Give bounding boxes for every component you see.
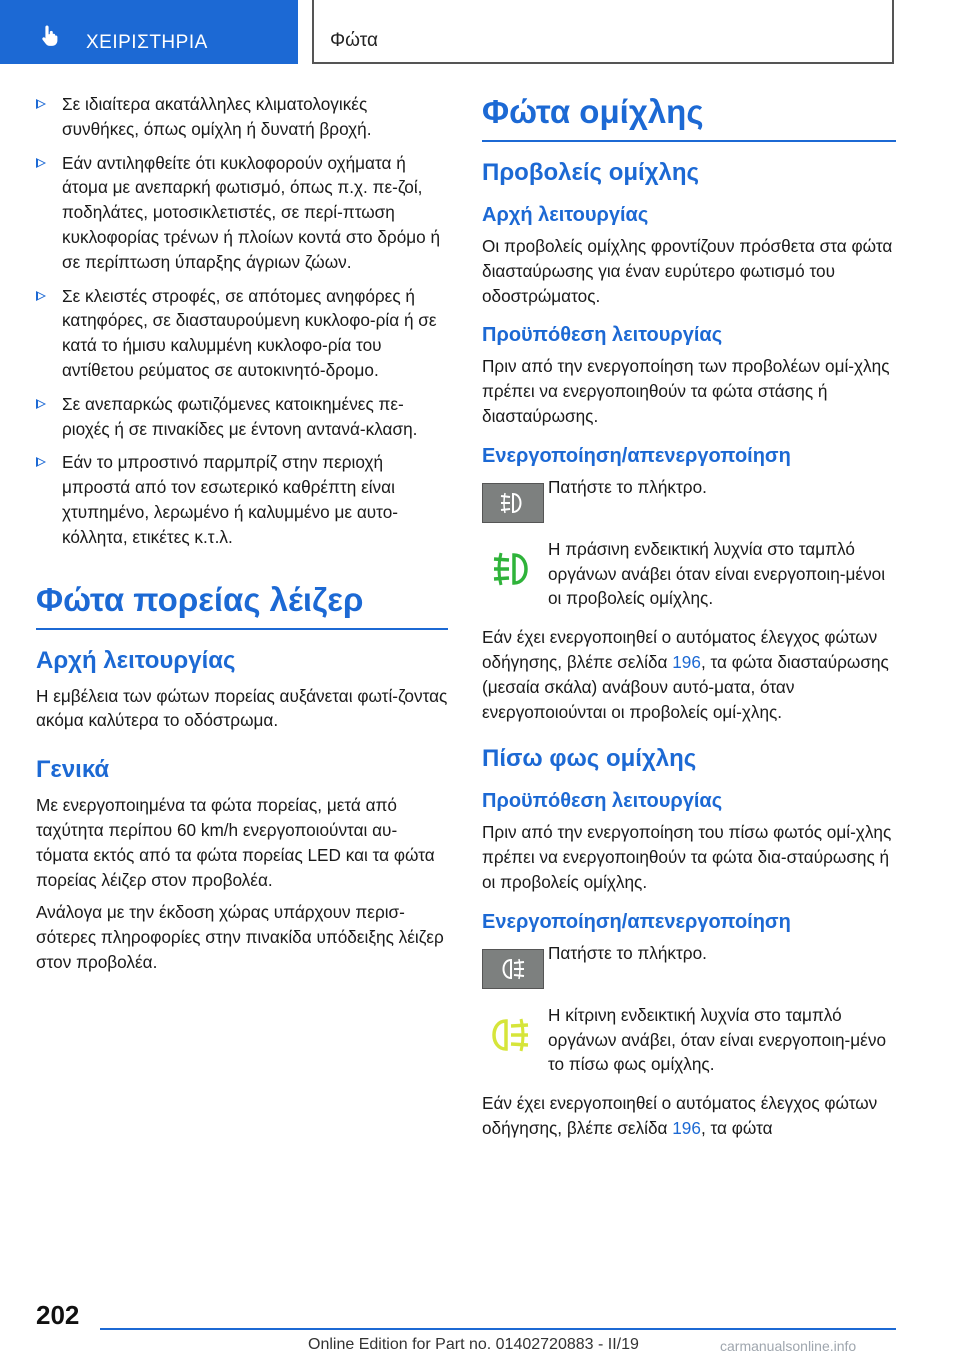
front-press-text: Πατήστε το πλήκτρο. bbox=[548, 476, 707, 497]
page-link-196[interactable]: 196 bbox=[672, 651, 701, 672]
right-column bbox=[482, 92, 896, 1149]
rear-press-text: Πατήστε το πλήκτρο. bbox=[548, 942, 707, 963]
rear-prereq-heading: Προϋπόθεση λειτουργίας bbox=[482, 790, 723, 813]
front-prereq-heading: Προϋπόθεση λειτουργίας bbox=[482, 324, 723, 347]
general-text-2: Ανάλογα με την έκδοση χώρας υπάρχουν περισ-σότερες πληροφορίες στην πινακίδα υπόδειξης λέιζερ στον προβολέα. bbox=[36, 902, 444, 972]
principle-text: Η εμβέλεια των φώτων πορείας αυξάνεται φωτί-ζοντας ακόμα καλύτερα το οδόστρωμα. bbox=[36, 685, 448, 731]
list-item: Σε ιδιαίτερα ακατάλληλες κλιματολογικές συνθήκες, όπως ομίχλη ή δυνατή βροχή. bbox=[36, 92, 448, 142]
list-item: Εάν το μπροστινό παρμπρίζ στην περιοχή μπροστά από τον εσωτερικό καθρέπτη είναι χτυπημένο, λερωμένο ή καλυμμένο με αυτο-κόλλητα, ετικέτες κ.τ.λ. bbox=[36, 450, 448, 549]
triangle-bullet-icon bbox=[36, 399, 46, 409]
front-fog-symbol-icon bbox=[483, 484, 543, 522]
chapter-header bbox=[312, 0, 894, 64]
rear-fog-button-icon bbox=[482, 949, 544, 989]
front-principle-heading: Αρχή λειτουργίας bbox=[482, 204, 649, 226]
rear-auto-text: Εάν έχει ενεργοποιηθεί ο αυτόματος έλεγχος φώτων οδήγησης, βλέπε σελίδα 196, τα φώτα bbox=[482, 1093, 878, 1138]
front-indicator-row bbox=[482, 537, 896, 611]
list-item: Σε κλειστές στροφές, σε απότομες ανηφόρες ή κατηφόρες, σε διασταυρούμενη κυκλοφο-ρία ή σε κατά το ήμισυ καλυμμένη κυκλοφο-ρία του αντίθετου ρεύματος σε αυτοκινητό-δρομο. bbox=[36, 284, 448, 383]
rear-indicator-row bbox=[482, 1003, 896, 1077]
triangle-bullet-icon bbox=[36, 99, 46, 109]
yellow-rear-fog-indicator-icon bbox=[484, 1013, 540, 1057]
list-item: Εάν αντιληφθείτε ότι κυκλοφορούν οχήματα ή άτομα με ανεπαρκή φωτισμό, όπως π.χ. πε-ζοί, ποδηλάτες, μοτοσικλετιστές, σε περί-πτωση κυκλοφορίας τρένων ή πλοίων κοντά στο δρόμο ή σε περίπτωση ύπαρξης άγριων ζώων. bbox=[36, 151, 448, 275]
rear-fog-symbol-icon bbox=[483, 950, 543, 988]
rear-onoff-heading: Ενεργοποίηση/απενεργοποίηση bbox=[482, 910, 791, 933]
triangle-bullet-icon bbox=[36, 291, 46, 301]
front-fog-heading: Προβολείς ομίχλης bbox=[482, 159, 700, 186]
section-tab[interactable] bbox=[0, 0, 298, 64]
laser-lights-title: Φώτα πορείας λέιζερ bbox=[36, 580, 448, 630]
page-link-196[interactable]: 196 bbox=[672, 1117, 701, 1138]
principle-heading: Αρχή λειτουργίας bbox=[36, 646, 236, 674]
general-text-1: Με ενεργοποιημένα τα φώτα πορείας, μετά από ταχύτητα περίπου 60 km/h ενεργοποιούνται αυ-τόματα εκτός από τα φώτα πορείας LED και τα φώτα πορείας λέιζερ στον προβολέα. bbox=[36, 795, 435, 890]
footer-divider bbox=[100, 1328, 896, 1330]
rear-indicator-text: Η κίτρινη ενδεικτική λυχνία στο ταμπλό οργάνων ανάβει, όταν είναι ενεργοποιη-μένο το πίσω φως ομίχλης. bbox=[548, 1004, 887, 1075]
list-item: Σε ανεπαρκώς φωτιζόμενες κατοικημένες πε-ριοχές ή σε πινακίδες με έντονη αντανά-κλαση. bbox=[36, 392, 448, 442]
page-number: 202 bbox=[36, 1300, 80, 1330]
rear-fog-button-row bbox=[482, 941, 896, 989]
front-fog-button-row bbox=[482, 475, 896, 523]
triangle-bullet-icon bbox=[36, 457, 46, 467]
triangle-bullet-icon bbox=[36, 158, 46, 168]
front-auto-text: Εάν έχει ενεργοποιηθεί ο αυτόματος έλεγχος φώτων οδήγησης, βλέπε σελίδα 196, τα φώτα διασταύρωσης (μεσαία σκάλα) ανάβουν αυτό-ματα, όταν ενεργοποιούνται οι προβολείς ομί-χλης. bbox=[482, 627, 889, 722]
front-indicator-text: Η πράσινη ενδεικτική λυχνία στο ταμπλό οργάνων ανάβει όταν είναι ενεργοποιη-μένοι οι προβολείς ομίχλης. bbox=[548, 538, 886, 609]
front-prereq-text: Πριν από την ενεργοποίηση των προβολέων ομί-χλης πρέπει να ενεργοποιηθούν τα φώτα στάσης ή διασταύρωσης. bbox=[482, 356, 890, 426]
left-column bbox=[36, 92, 448, 983]
general-heading: Γενικά bbox=[36, 756, 110, 784]
front-onoff-heading: Ενεργοποίηση/απενεργοποίηση bbox=[482, 444, 791, 467]
section-tab-label: ΧΕΙΡΙΣΤΗΡΙΑ bbox=[86, 32, 208, 53]
edition-text: Online Edition for Part no. 01402720883 - II/19 bbox=[308, 1336, 639, 1353]
rear-prereq-text: Πριν από την ενεργοποίηση του πίσω φωτός ομί-χλης πρέπει να ενεργοποιηθούν τα φώτα δια-σταύρωσης ή οι προβολείς ομίχλης. bbox=[482, 822, 892, 892]
front-principle-text: Οι προβολείς ομίχλης φροντίζουν πρόσθετα στα φώτα διασταύρωσης για έναν ευρύτερο φωτισμό του οδοστρώματος. bbox=[482, 236, 893, 306]
front-fog-button-icon bbox=[482, 483, 544, 523]
rear-fog-heading: Πίσω φως ομίχλης bbox=[482, 745, 697, 773]
chapter-title: Φώτα bbox=[330, 30, 378, 51]
hand-pointer-icon bbox=[40, 24, 62, 46]
watermark: carmanualsonline.info bbox=[720, 1338, 857, 1354]
green-fog-indicator-icon bbox=[484, 547, 540, 591]
fog-lights-title: Φώτα ομίχλης bbox=[482, 92, 896, 142]
